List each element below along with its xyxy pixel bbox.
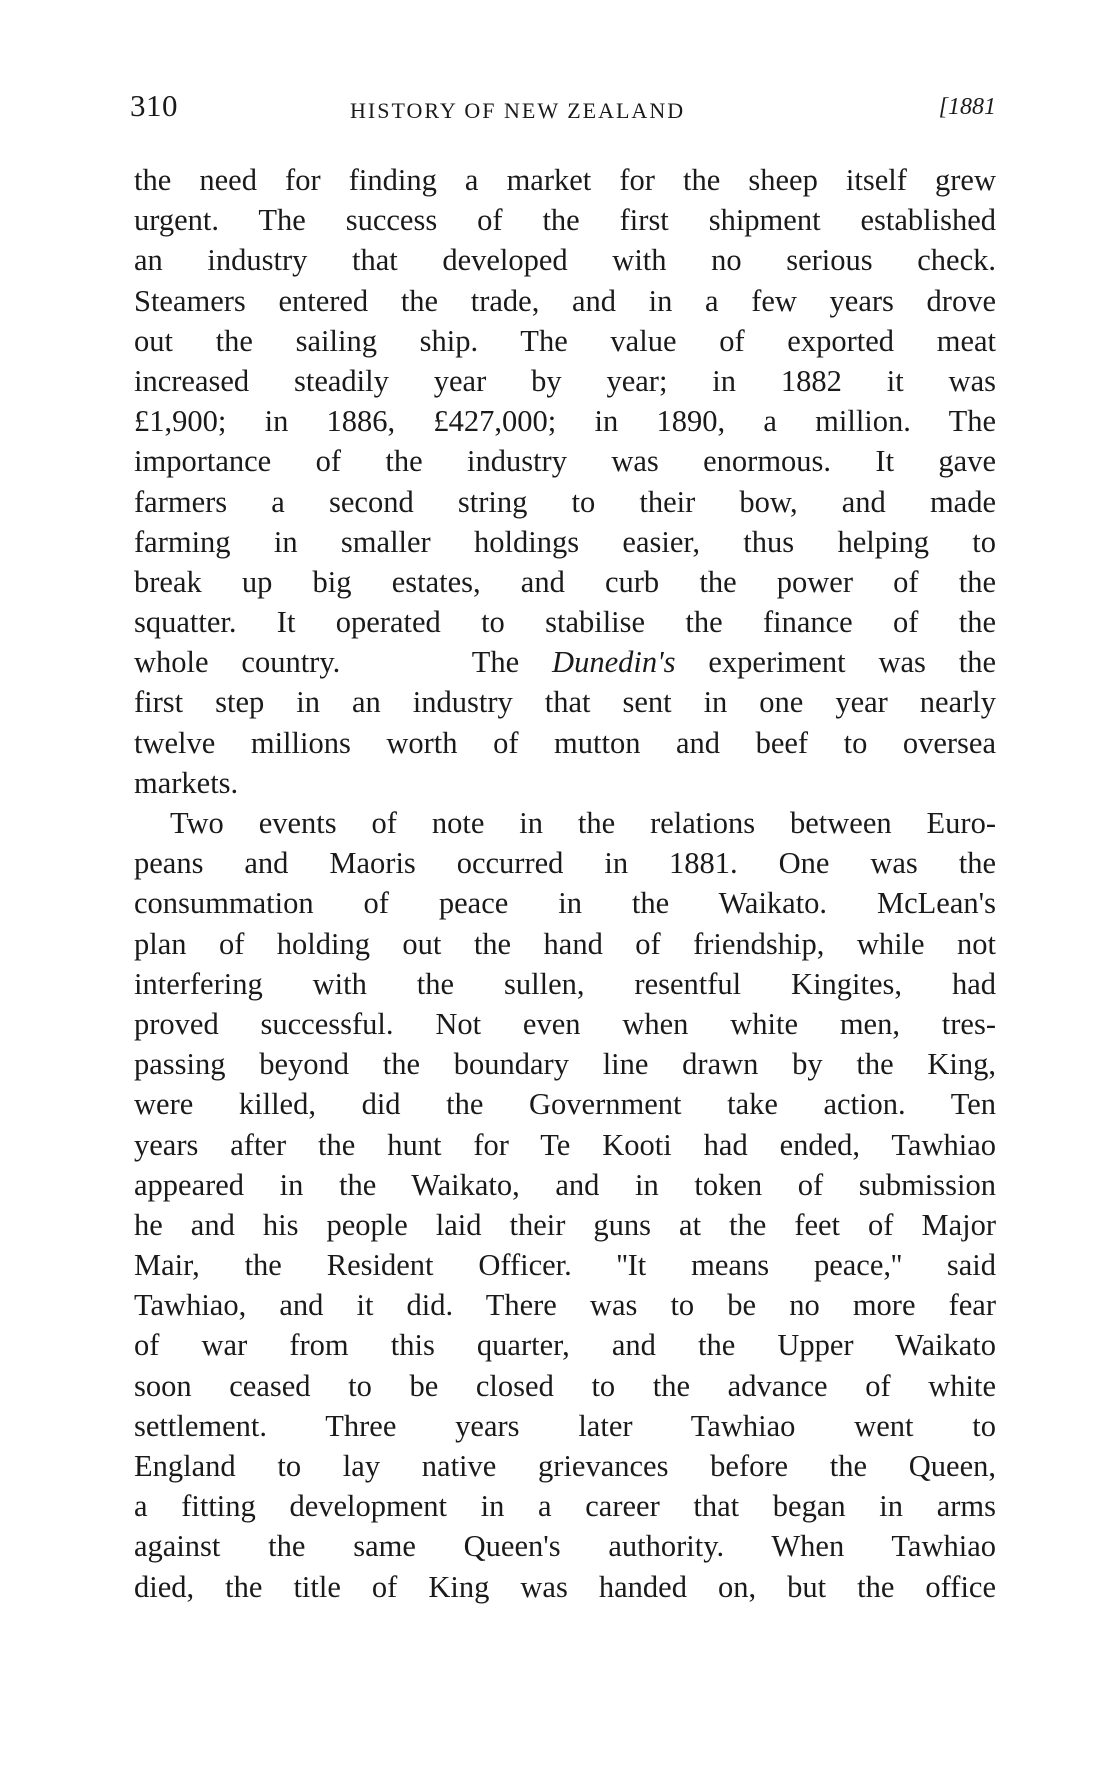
text-line: out the sailing ship. The value of exported meat	[134, 323, 996, 358]
text-fragment: whole country.	[134, 645, 341, 680]
text-line: break up big estates, and curb the power of the	[134, 564, 996, 599]
text-line: he and his people laid their guns at the feet of Major	[134, 1207, 996, 1242]
text-line: passing beyond the boundary line drawn by the King,	[134, 1047, 996, 1082]
text-line: of war from this quarter, and the Upper Waikato	[134, 1328, 996, 1363]
page-number: 310	[130, 88, 178, 123]
text-line: twelve millions worth of mutton and beef to oversea	[134, 725, 996, 760]
text-line: settlement. Three years later Tawhiao went to	[134, 1408, 996, 1443]
text-line: the need for finding a market for the sheep itself grew	[134, 163, 996, 197]
text-line: first step in an industry that sent in one year nearly	[134, 685, 996, 720]
header-year: [1881	[938, 94, 996, 120]
text-line: a fitting development in a career that began in arms	[134, 1489, 996, 1524]
text-line: £1,900; in 1886, £427,000; in 1890, a million. The	[134, 404, 996, 439]
text-line: appeared in the Waikato, and in token of submission	[134, 1167, 996, 1202]
text-line: were killed, did the Government take action. Ten	[134, 1087, 996, 1122]
body-text	[134, 160, 996, 1607]
text-line: against the same Queen's authority. When Tawhiao	[134, 1529, 996, 1564]
text-line: years after the hunt for Te Kooti had ended, Tawhiao	[134, 1127, 996, 1162]
text-line: urgent. The success of the first shipment established	[134, 203, 996, 238]
text-line: farming in smaller holdings easier, thus helping to	[134, 524, 996, 559]
text-line-with-italic: whole country. The Dunedin's experiment was the	[134, 645, 996, 680]
text-line: plan of holding out the hand of friendship, while not	[134, 926, 996, 961]
page-header	[130, 88, 996, 138]
ship-name-italic: Dunedin's	[552, 645, 676, 680]
text-line: interfering with the sullen, resentful Kingites, had	[134, 966, 996, 1001]
text-line: an industry that developed with no serious check.	[134, 243, 996, 278]
text-line: soon ceased to be closed to the advance of white	[134, 1368, 996, 1403]
text-line: proved successful. Not even when white men, tres-	[134, 1006, 996, 1041]
text-line: consummation of peace in the Waikato. McLean's	[134, 886, 996, 921]
text-line: England to lay native grievances before the Queen,	[134, 1449, 996, 1483]
text-line: markets.	[134, 765, 239, 800]
text-line: importance of the industry was enormous. It gave	[134, 444, 996, 479]
text-line: squatter. It operated to stabilise the finance of the	[134, 605, 996, 640]
text-line: died, the title of King was handed on, but the office	[134, 1569, 996, 1604]
text-fragment: experiment was the	[708, 645, 996, 680]
text-line: peans and Maoris occurred in 1881. One was the	[134, 846, 996, 881]
text-line: farmers a second string to their bow, and made	[134, 484, 996, 519]
paragraph-first-line: Two events of note in the relations between Euro-	[170, 806, 996, 840]
running-title: HISTORY OF NEW ZEALAND	[350, 98, 686, 123]
text-line: Mair, the Resident Officer. ''It means peace,'' said	[134, 1248, 996, 1283]
text-line: increased steadily year by year; in 1882 it was	[134, 363, 996, 398]
text-line: Steamers entered the trade, and in a few years drove	[134, 283, 996, 318]
text-line: Tawhiao, and it did. There was to be no more fear	[134, 1288, 996, 1323]
